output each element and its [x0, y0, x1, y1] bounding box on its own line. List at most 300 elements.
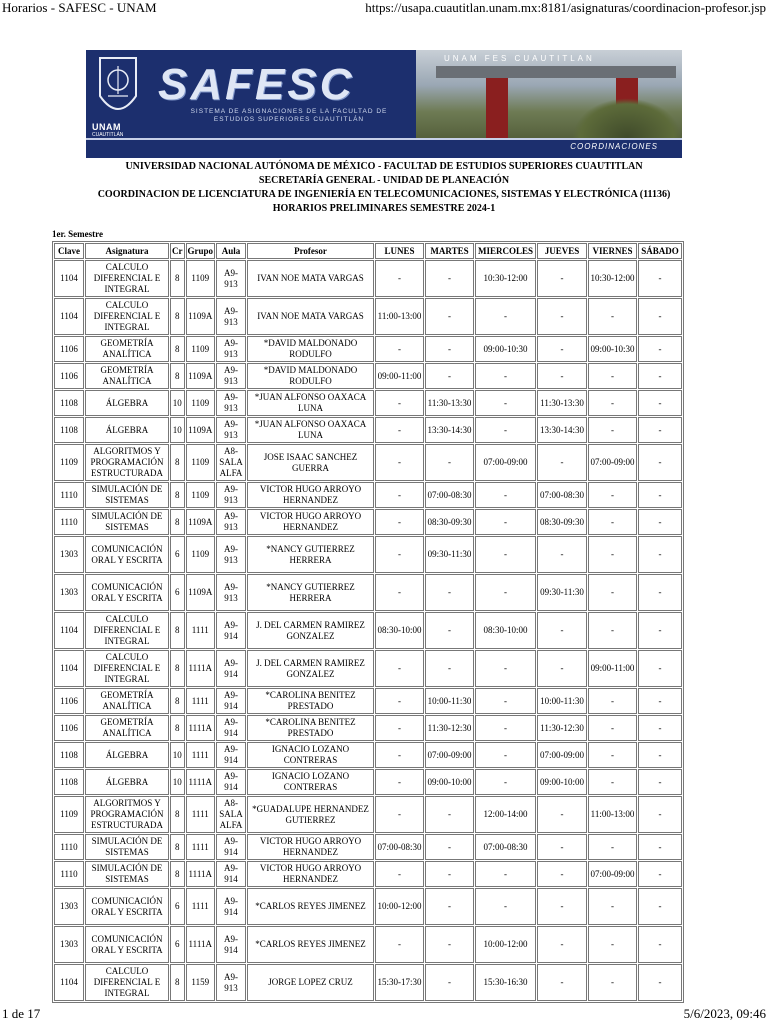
table-cell: - — [375, 861, 424, 887]
page-title: Horarios - SAFESC - UNAM — [2, 0, 157, 15]
table-cell: ÁLGEBRA — [85, 769, 169, 795]
page-number: 1 de 17 — [2, 1006, 41, 1021]
table-cell: - — [375, 417, 424, 443]
print-footer — [0, 1006, 768, 1024]
table-cell: ALGORITMOS Y PROGRAMACIÓN ESTRUCTURADA — [85, 444, 169, 481]
table-cell: 08:30-10:00 — [475, 612, 536, 649]
table-cell: - — [425, 612, 474, 649]
table-cell: 1104 — [54, 964, 84, 1001]
table-cell: - — [638, 336, 682, 362]
table-cell: A9-914 — [216, 650, 246, 687]
table-cell: 10:30-12:00 — [475, 260, 536, 297]
column-header: MIERCOLES — [475, 243, 536, 259]
table-cell: - — [537, 444, 587, 481]
table-cell: 07:00-08:30 — [475, 834, 536, 860]
table-cell: - — [375, 444, 424, 481]
table-cell: 07:00-08:30 — [375, 834, 424, 860]
table-cell: 10:30-12:00 — [588, 260, 637, 297]
table-cell: 6 — [170, 888, 185, 925]
table-cell: IGNACIO LOZANO CONTRERAS — [247, 742, 374, 768]
table-cell: - — [638, 861, 682, 887]
table-cell: A9-914 — [216, 612, 246, 649]
table-cell: - — [425, 650, 474, 687]
table-cell: - — [537, 834, 587, 860]
unam-logo-subtext: CUAUTITLÁN — [92, 132, 124, 138]
table-row — [54, 834, 682, 860]
table-cell: - — [425, 363, 474, 389]
table-cell: 10:00-11:30 — [425, 688, 474, 714]
table-cell: - — [638, 888, 682, 925]
table-cell: 09:00-10:00 — [537, 769, 587, 795]
table-cell: COMUNICACIÓN ORAL Y ESCRITA — [85, 536, 169, 573]
table-cell: - — [425, 964, 474, 1001]
table-cell: GEOMETRÍA ANALÍTICA — [85, 688, 169, 714]
table-row — [54, 260, 682, 297]
table-cell: 11:30-12:30 — [537, 715, 587, 741]
table-cell: J. DEL CARMEN RAMIREZ GONZALEZ — [247, 612, 374, 649]
campus-sign: UNAM FES CUAUTITLAN — [444, 54, 595, 63]
table-header-row — [54, 243, 682, 259]
table-cell: 1303 — [54, 574, 84, 611]
table-cell: 8 — [170, 260, 185, 297]
table-cell: VICTOR HUGO ARROYO HERNANDEZ — [247, 861, 374, 887]
table-cell: - — [475, 650, 536, 687]
table-cell: - — [588, 509, 637, 535]
table-row — [54, 509, 682, 535]
table-cell: 10 — [170, 390, 185, 416]
table-cell: *GUADALUPE HERNANDEZ GUTIERREZ — [247, 796, 374, 833]
table-cell: 09:00-10:30 — [588, 336, 637, 362]
table-cell: SIMULACIÓN DE SISTEMAS — [85, 509, 169, 535]
table-cell: - — [588, 390, 637, 416]
column-header: Aula — [216, 243, 246, 259]
table-cell: 1108 — [54, 742, 84, 768]
table-cell: - — [588, 417, 637, 443]
table-cell: 1104 — [54, 260, 84, 297]
table-cell: - — [425, 861, 474, 887]
safesc-logo: SAFESC — [158, 60, 355, 109]
table-cell: 07:00-09:00 — [588, 861, 637, 887]
table-cell: A9-914 — [216, 888, 246, 925]
table-cell: - — [537, 926, 587, 963]
table-cell: GEOMETRÍA ANALÍTICA — [85, 715, 169, 741]
table-cell: 1109 — [186, 444, 216, 481]
table-cell: J. DEL CARMEN RAMIREZ GONZALEZ — [247, 650, 374, 687]
trees-shape — [572, 98, 682, 138]
table-cell: 10:00-11:30 — [537, 688, 587, 714]
table-cell: 10:00-12:00 — [375, 888, 424, 925]
table-row — [54, 390, 682, 416]
table-cell: A9-913 — [216, 260, 246, 297]
table-cell: *DAVID MALDONADO RODULFO — [247, 363, 374, 389]
table-cell: - — [638, 444, 682, 481]
table-cell: - — [588, 834, 637, 860]
table-cell: 8 — [170, 336, 185, 362]
column-header: Profesor — [247, 243, 374, 259]
table-row — [54, 861, 682, 887]
table-cell: - — [537, 861, 587, 887]
table-cell: 1109A — [186, 417, 216, 443]
table-cell: - — [638, 769, 682, 795]
table-cell: 1106 — [54, 688, 84, 714]
table-cell: 13:30-14:30 — [537, 417, 587, 443]
table-cell: 1104 — [54, 612, 84, 649]
table-cell: 1109A — [186, 574, 216, 611]
print-datetime: 5/6/2023, 09:46 — [683, 1006, 766, 1021]
table-cell: *CAROLINA BENITEZ PRESTADO — [247, 715, 374, 741]
table-cell: - — [425, 260, 474, 297]
table-cell: 1109 — [186, 260, 216, 297]
table-row — [54, 688, 682, 714]
table-cell: 8 — [170, 834, 185, 860]
table-cell: 1110 — [54, 861, 84, 887]
table-cell: 8 — [170, 861, 185, 887]
page-url: https://usapa.cuautitlan.unam.mx:8181/asignaturas/coordinacion-profesor.jsp — [365, 0, 766, 15]
table-cell: A9-914 — [216, 926, 246, 963]
table-cell: - — [475, 363, 536, 389]
table-cell: 13:30-14:30 — [425, 417, 474, 443]
table-cell: 1111A — [186, 861, 216, 887]
table-cell: A8-SALA ALFA — [216, 796, 246, 833]
table-cell: A9-913 — [216, 417, 246, 443]
table-cell: - — [375, 715, 424, 741]
table-cell: - — [375, 796, 424, 833]
table-cell: ÁLGEBRA — [85, 417, 169, 443]
table-cell: 1109A — [186, 363, 216, 389]
table-cell: 1111 — [186, 688, 216, 714]
table-cell: - — [588, 298, 637, 335]
table-cell: 08:30-09:30 — [425, 509, 474, 535]
table-cell: 8 — [170, 964, 185, 1001]
table-cell: 8 — [170, 612, 185, 649]
table-cell: - — [375, 688, 424, 714]
table-cell: - — [638, 926, 682, 963]
document-titles — [0, 160, 768, 216]
table-cell: 1109 — [186, 536, 216, 573]
table-cell: - — [638, 390, 682, 416]
table-cell: - — [638, 298, 682, 335]
table-row — [54, 444, 682, 481]
table-cell: COMUNICACIÓN ORAL Y ESCRITA — [85, 574, 169, 611]
table-cell: A9-913 — [216, 390, 246, 416]
table-cell: - — [375, 390, 424, 416]
table-cell: 1111 — [186, 796, 216, 833]
table-cell: 09:00-11:00 — [375, 363, 424, 389]
column-header: Cr — [170, 243, 185, 259]
gate-post — [486, 78, 508, 138]
table-cell: 6 — [170, 536, 185, 573]
table-row — [54, 536, 682, 573]
table-row — [54, 612, 682, 649]
table-row — [54, 574, 682, 611]
table-cell: - — [537, 964, 587, 1001]
table-cell: 1109 — [186, 390, 216, 416]
table-cell: SIMULACIÓN DE SISTEMAS — [85, 834, 169, 860]
column-header: LUNES — [375, 243, 424, 259]
table-cell: - — [475, 417, 536, 443]
table-cell: 1109A — [186, 298, 216, 335]
table-row — [54, 888, 682, 925]
table-cell: 07:00-09:00 — [475, 444, 536, 481]
table-cell: JOSE ISAAC SANCHEZ GUERRA — [247, 444, 374, 481]
table-cell: - — [425, 834, 474, 860]
table-cell: 11:30-12:30 — [425, 715, 474, 741]
column-header: JUEVES — [537, 243, 587, 259]
table-cell: - — [537, 650, 587, 687]
table-cell: - — [638, 260, 682, 297]
table-cell: A9-913 — [216, 509, 246, 535]
table-cell: - — [588, 574, 637, 611]
table-row — [54, 715, 682, 741]
table-cell: A9-914 — [216, 834, 246, 860]
table-cell: - — [638, 612, 682, 649]
column-header: Asignatura — [85, 243, 169, 259]
table-cell: - — [638, 536, 682, 573]
table-cell: SIMULACIÓN DE SISTEMAS — [85, 482, 169, 508]
campus-photo — [416, 50, 682, 138]
table-cell: - — [588, 964, 637, 1001]
table-cell: - — [588, 926, 637, 963]
table-cell: - — [375, 260, 424, 297]
table-cell: - — [638, 574, 682, 611]
table-cell: 07:00-09:00 — [537, 742, 587, 768]
title-coordinacion: COORDINACION DE LICENCIATURA DE INGENIERÍA EN TELECOMUNICACIONES, SISTEMAS Y ELECTRÓNICA (11136) — [97, 189, 671, 200]
schedule-table — [52, 241, 684, 1003]
table-cell: 1104 — [54, 650, 84, 687]
table-cell: 12:00-14:00 — [475, 796, 536, 833]
table-cell: 8 — [170, 298, 185, 335]
table-cell: A8-SALA ALFA — [216, 444, 246, 481]
table-cell: *CARLOS REYES JIMENEZ — [247, 926, 374, 963]
table-cell: 1303 — [54, 926, 84, 963]
table-cell: 8 — [170, 509, 185, 535]
table-cell: - — [588, 888, 637, 925]
table-cell: 1111 — [186, 612, 216, 649]
table-cell: 8 — [170, 688, 185, 714]
table-cell: 1106 — [54, 715, 84, 741]
table-cell: GEOMETRÍA ANALÍTICA — [85, 363, 169, 389]
table-cell: A9-913 — [216, 482, 246, 508]
table-cell: 1108 — [54, 417, 84, 443]
title-semestre: HORARIOS PRELIMINARES SEMESTRE 2024-1 — [272, 203, 496, 214]
table-cell: - — [375, 769, 424, 795]
table-cell: - — [425, 298, 474, 335]
table-row — [54, 926, 682, 963]
table-cell: 1109 — [186, 482, 216, 508]
title-secretaria: SECRETARÍA GENERAL - UNIDAD DE PLANEACIÓN — [258, 175, 510, 186]
table-cell: COMUNICACIÓN ORAL Y ESCRITA — [85, 926, 169, 963]
table-cell: - — [425, 574, 474, 611]
table-cell: 1111A — [186, 926, 216, 963]
table-cell: - — [537, 536, 587, 573]
table-cell: IVAN NOE MATA VARGAS — [247, 260, 374, 297]
table-row — [54, 796, 682, 833]
table-cell: - — [588, 769, 637, 795]
table-cell: 1106 — [54, 336, 84, 362]
column-header: SÁBADO — [638, 243, 682, 259]
table-cell: 1108 — [54, 769, 84, 795]
table-cell: - — [588, 742, 637, 768]
safesc-banner — [86, 50, 682, 158]
table-cell: - — [537, 260, 587, 297]
table-cell: - — [588, 612, 637, 649]
column-header: VIERNES — [588, 243, 637, 259]
table-cell: - — [475, 715, 536, 741]
table-cell: 1109A — [186, 509, 216, 535]
table-row — [54, 650, 682, 687]
table-cell: - — [375, 742, 424, 768]
table-row — [54, 964, 682, 1001]
table-cell: - — [638, 650, 682, 687]
table-cell: 6 — [170, 574, 185, 611]
table-cell: 08:30-10:00 — [375, 612, 424, 649]
table-cell: 1106 — [54, 363, 84, 389]
table-cell: A9-913 — [216, 298, 246, 335]
table-cell: A9-914 — [216, 769, 246, 795]
table-cell: - — [638, 482, 682, 508]
unam-shield-icon — [96, 56, 140, 130]
table-row — [54, 298, 682, 335]
table-cell: - — [588, 536, 637, 573]
section-label: COORDINACIONES — [570, 142, 658, 151]
table-cell: 1303 — [54, 536, 84, 573]
semester-label: 1er. Semestre — [52, 229, 103, 239]
table-cell: 8 — [170, 650, 185, 687]
table-cell: - — [375, 336, 424, 362]
table-cell: 1111A — [186, 650, 216, 687]
table-cell: 15:30-17:30 — [375, 964, 424, 1001]
table-cell: 09:30-11:30 — [425, 536, 474, 573]
table-cell: 1110 — [54, 509, 84, 535]
table-cell: - — [537, 298, 587, 335]
column-header: Clave — [54, 243, 84, 259]
table-cell: - — [475, 509, 536, 535]
table-cell: 10 — [170, 769, 185, 795]
table-cell: - — [425, 796, 474, 833]
table-row — [54, 417, 682, 443]
table-cell: - — [475, 742, 536, 768]
table-cell: 10:00-12:00 — [475, 926, 536, 963]
table-cell: 8 — [170, 796, 185, 833]
table-cell: 09:00-11:00 — [588, 650, 637, 687]
table-cell: 11:00-13:00 — [588, 796, 637, 833]
table-cell: - — [475, 688, 536, 714]
table-cell: *CAROLINA BENITEZ PRESTADO — [247, 688, 374, 714]
table-cell: 1108 — [54, 390, 84, 416]
table-cell: 10 — [170, 417, 185, 443]
table-cell: ÁLGEBRA — [85, 390, 169, 416]
table-cell: A9-914 — [216, 715, 246, 741]
table-cell: 1109 — [54, 444, 84, 481]
table-cell: - — [638, 796, 682, 833]
table-cell: ALGORITMOS Y PROGRAMACIÓN ESTRUCTURADA — [85, 796, 169, 833]
table-cell: A9-913 — [216, 964, 246, 1001]
table-cell: 1110 — [54, 834, 84, 860]
table-cell: - — [537, 336, 587, 362]
table-cell: - — [425, 336, 474, 362]
table-cell: - — [638, 715, 682, 741]
table-cell: - — [638, 363, 682, 389]
table-cell: - — [475, 574, 536, 611]
table-cell: - — [638, 417, 682, 443]
table-cell: *JUAN ALFONSO OAXACA LUNA — [247, 417, 374, 443]
column-header: Grupo — [186, 243, 216, 259]
table-cell: IGNACIO LOZANO CONTRERAS — [247, 769, 374, 795]
table-cell: - — [375, 482, 424, 508]
table-cell: JORGE LOPEZ CRUZ — [247, 964, 374, 1001]
table-cell: 09:00-10:00 — [425, 769, 474, 795]
table-cell: A9-914 — [216, 861, 246, 887]
table-cell: 8 — [170, 715, 185, 741]
table-cell: *JUAN ALFONSO OAXACA LUNA — [247, 390, 374, 416]
table-cell: 1111 — [186, 834, 216, 860]
table-row — [54, 769, 682, 795]
table-cell: - — [588, 363, 637, 389]
table-cell: 11:00-13:00 — [375, 298, 424, 335]
table-cell: A9-913 — [216, 336, 246, 362]
table-cell: 8 — [170, 444, 185, 481]
table-cell: VICTOR HUGO ARROYO HERNANDEZ — [247, 509, 374, 535]
table-row — [54, 363, 682, 389]
table-cell: - — [638, 688, 682, 714]
table-cell: SIMULACIÓN DE SISTEMAS — [85, 861, 169, 887]
table-cell: - — [537, 612, 587, 649]
table-cell: 1111A — [186, 769, 216, 795]
table-cell: - — [475, 888, 536, 925]
table-cell: COMUNICACIÓN ORAL Y ESCRITA — [85, 888, 169, 925]
unam-logo-text: UNAM — [92, 122, 121, 132]
banner-stripe — [86, 138, 682, 140]
table-cell: - — [475, 482, 536, 508]
table-cell: 11:30-13:30 — [537, 390, 587, 416]
table-cell: 1111 — [186, 888, 216, 925]
table-cell: CALCULO DIFERENCIAL E INTEGRAL — [85, 612, 169, 649]
table-cell: 1109 — [186, 336, 216, 362]
table-row — [54, 742, 682, 768]
table-cell: 07:00-08:30 — [537, 482, 587, 508]
print-header — [0, 0, 768, 16]
table-cell: 1109 — [54, 796, 84, 833]
title-university: UNIVERSIDAD NACIONAL AUTÓNOMA DE MÉXICO - FACULTAD DE ESTUDIOS SUPERIORES CUAUTITLAN — [125, 161, 643, 172]
table-cell: A9-913 — [216, 363, 246, 389]
table-cell: - — [475, 536, 536, 573]
table-cell: 1111 — [186, 742, 216, 768]
table-cell: - — [475, 390, 536, 416]
table-cell: 8 — [170, 363, 185, 389]
table-cell: - — [588, 688, 637, 714]
table-cell: - — [638, 509, 682, 535]
table-cell: - — [475, 298, 536, 335]
column-header: MARTES — [425, 243, 474, 259]
table-cell: 07:00-08:30 — [425, 482, 474, 508]
table-cell: *CARLOS REYES JIMENEZ — [247, 888, 374, 925]
table-cell: - — [638, 742, 682, 768]
table-cell: 1111A — [186, 715, 216, 741]
table-cell: 6 — [170, 926, 185, 963]
table-cell: - — [588, 482, 637, 508]
table-cell: GEOMETRÍA ANALÍTICA — [85, 336, 169, 362]
table-cell: 11:30-13:30 — [425, 390, 474, 416]
table-cell: A9-913 — [216, 536, 246, 573]
table-cell: - — [375, 926, 424, 963]
table-cell: - — [375, 574, 424, 611]
table-cell: - — [638, 834, 682, 860]
table-cell: CALCULO DIFERENCIAL E INTEGRAL — [85, 650, 169, 687]
table-cell: - — [375, 536, 424, 573]
table-cell: 15:30-16:30 — [475, 964, 536, 1001]
table-cell: 1159 — [186, 964, 216, 1001]
table-cell: *NANCY GUTIERREZ HERRERA — [247, 574, 374, 611]
